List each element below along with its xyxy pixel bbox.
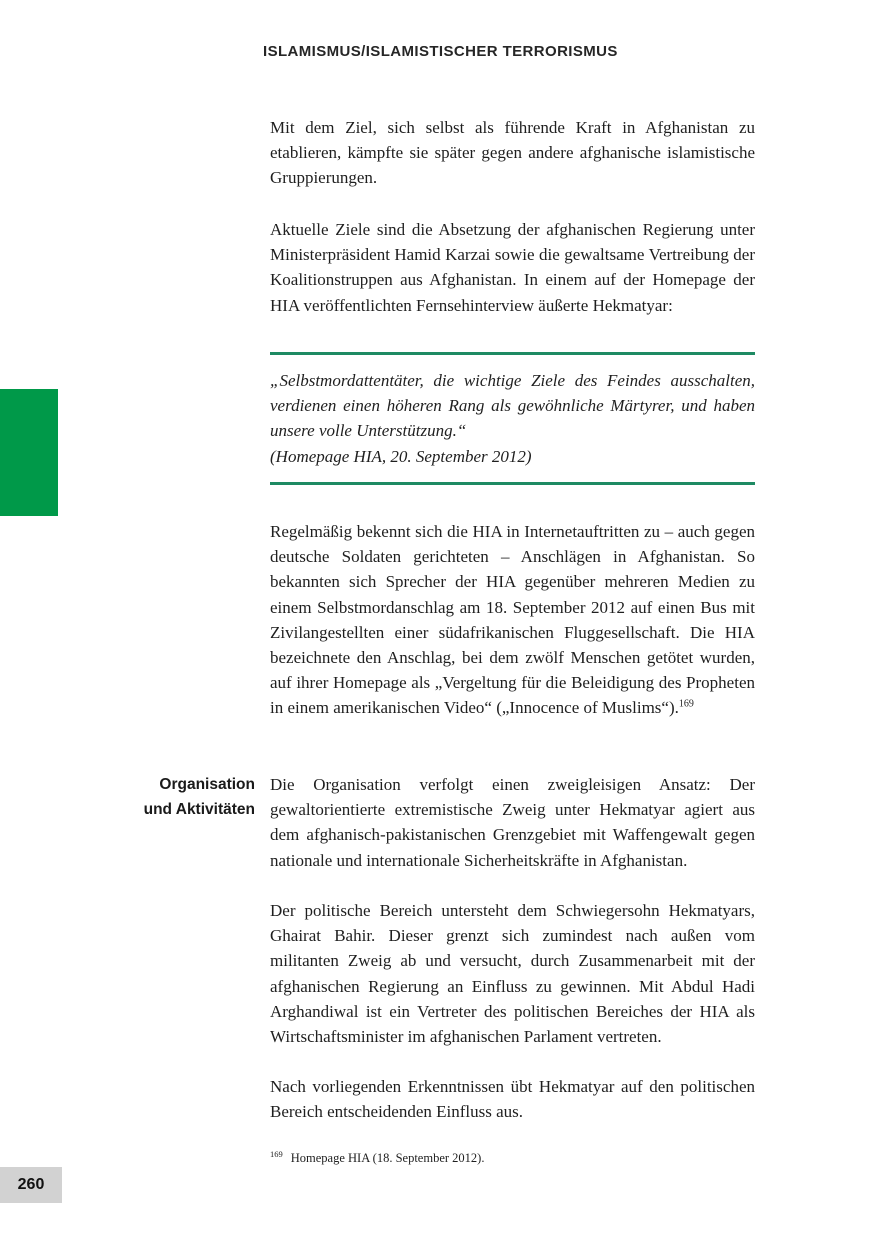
paragraph: Der politische Bereich untersteht dem Schwiegersohn Hekmatyars, Ghairat Bahir. Dieser grenzt sich zumindest nach außen vom militanten Zweig ab und versucht, durch Zusammenarbeit mit der afghanischen Regierung an Einfluss zu gewinnen. Mit Abdul Hadi Arghandiwal ist ein Vertreter des politischen Bereiches der HIA als Wirtschaftsminister im afghanischen Parlament vertreten. xyxy=(270,901,755,1047)
margin-label-line2: und Aktivitäten xyxy=(143,801,255,819)
page-number: 260 xyxy=(17,1176,45,1193)
paragraph: Die Organisation verfolgt einen zweigleisigen Ansatz: Der gewaltorientierte extremistische Zweig unter Hekmatyar agiert aus dem afghanisch-pakistanischen Grenzgebiet mit Waffengewalt gegen nationale und internationale Sicherheitskräfte in Afghanistan. xyxy=(270,775,755,870)
footnote-text: Homepage HIA (18. September 2012). xyxy=(290,1151,485,1165)
quote-text: „Selbstmordattentäter, die wichtige Ziele des Feindes ausschalten, verdienen einen höheren Rang als gewöhnliche Märtyrer, und haben unsere volle Unterstützung.“ xyxy=(270,371,755,441)
margin-label-line1: Organisation xyxy=(159,776,255,793)
footnote-number: 169 xyxy=(270,1148,283,1159)
paragraph: Nach vorliegenden Erkenntnissen übt Hekmatyar auf den politischen Bereich entscheidenden Einfluss aus. xyxy=(270,1077,755,1122)
quote-block xyxy=(270,352,755,485)
margin-label xyxy=(0,772,255,822)
paragraph: Aktuelle Ziele sind die Absetzung der afghanischen Regierung unter Ministerpräsident Hamid Karzai sowie die gewaltsame Vertreibung der Koalitionstruppen aus Afghanistan. In einem auf der Homepage der HIA veröffentlichten Fernsehinterview äußerte Hekmatyar: xyxy=(270,220,755,315)
running-head: ISLAMISMUS/ISLAMISTISCHER TERRORISMUS xyxy=(263,43,618,60)
paragraph: Mit dem Ziel, sich selbst als führende Kraft in Afghanistan zu etablieren, kämpfte sie später gegen andere afghanische islamistische Gruppierungen. xyxy=(270,118,755,188)
page-number-box xyxy=(0,1167,62,1203)
footnote-reference: 169 xyxy=(678,698,694,710)
quote-source: (Homepage HIA, 20. September 2012) xyxy=(270,446,532,466)
green-accent-bar xyxy=(0,389,58,516)
footnote xyxy=(270,1150,755,1166)
paragraph-text: Regelmäßig bekennt sich die HIA in Internetauftritten zu – auch gegen deutsche Soldaten gerichteten – Anschlägen in Afghanistan. So bekannten sich Sprecher der HIA gegenüber mehreren Medien zu einem Selbstmordanschlag am 18. September 2012 auf einen Bus mit Zivilangestellten einer südafrikanischen Fluggesellschaft. Die HIA bezeichnete den Anschlag, bei dem zwölf Menschen getötet wurden, auf ihrer Homepage als „Vergeltung für die Beleidigung des Propheten in einem amerikanischen Video“ („Innocence of Muslims“). xyxy=(270,522,755,718)
paragraph xyxy=(270,519,755,721)
